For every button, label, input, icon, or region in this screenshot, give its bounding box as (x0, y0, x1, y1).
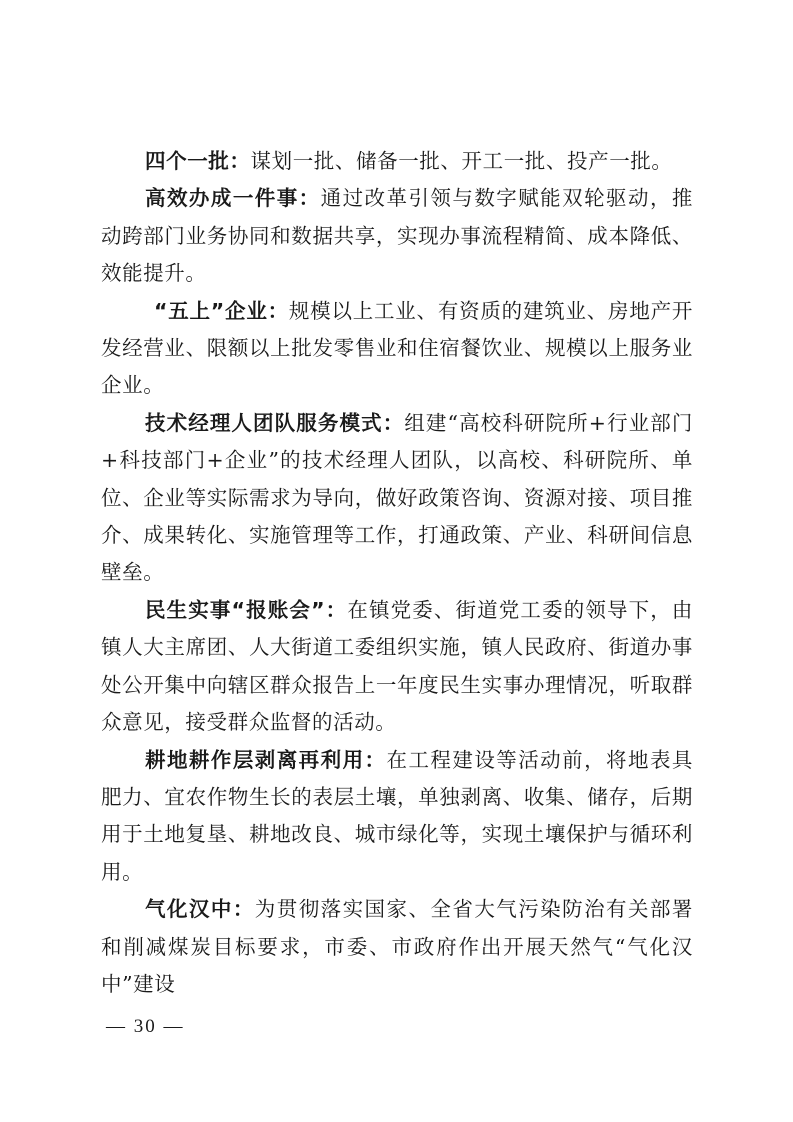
term-heading: 气化汉中： (145, 897, 255, 922)
document-body (101, 143, 693, 1003)
paragraph-min-sheng-shi-shi (101, 592, 693, 742)
term-definition: 为贯彻落实国家、全省大气污染防治有关部署和削减煤炭目标要求，市委、市政府作出开展天然气“气化汉中”建设 (101, 897, 694, 996)
paragraph-geng-di-geng-zuo-ceng (101, 742, 693, 892)
term-heading: “五上”企业： (154, 298, 289, 323)
paragraph-gao-xiao-ban-cheng (101, 180, 693, 292)
paragraph-qi-hua-han-zhong (101, 891, 693, 1003)
term-definition: 在镇党委、街道党工委的领导下，由镇人大主席团、人大街道工委组织实施，镇人民政府、街道办事处公开集中向辖区群众报告上一年度民生实事办理情况，听取群众意见，接受群众监督的活动。 (101, 597, 693, 735)
term-definition: 组建“高校科研院所+行业部门+科技部门+企业”的技术经理人团队，以高校、科研院所、单位、企业等实际需求为导向，做好政策咨询、资源对接、项目推介、成果转化、实施管理等工作，打通政策、产业、科研间信息壁垒。 (101, 410, 693, 585)
paragraph-si-ge-yi-pi (101, 143, 693, 180)
term-definition: 在工程建设等活动前，将地表具肥力、宜农作物生长的表层土壤，单独剥离、收集、储存，后期用于土地复垦、耕地改良、城市绿化等，实现土壤保护与循环利用。 (101, 747, 693, 884)
term-heading: 耕地耕作层剥离再利用： (145, 747, 387, 772)
paragraph-ji-shu-jing-li-ren (101, 405, 693, 592)
page-number: — 30 — (106, 1016, 185, 1037)
term-definition: 谋划一批、储备一批、开工一批、投产一批。 (250, 149, 673, 173)
term-heading: 民生实事“报账会”： (145, 597, 348, 622)
term-heading: 四个一批： (145, 149, 251, 173)
term-definition: 通过改革引领与数字赋能双轮驱动，推动跨部门业务协同和数据共享，实现办事流程精简、成本降低、效能提升。 (101, 186, 693, 286)
term-heading: 高效办成一件事： (145, 186, 321, 211)
paragraph-wu-shang-qi-ye (101, 293, 693, 405)
term-heading: 技术经理人团队服务模式： (145, 410, 405, 435)
term-definition: 规模以上工业、有资质的建筑业、房地产开发经营业、限额以上批发零售业和住宿餐饮业、规模以上服务业企业。 (101, 298, 693, 398)
